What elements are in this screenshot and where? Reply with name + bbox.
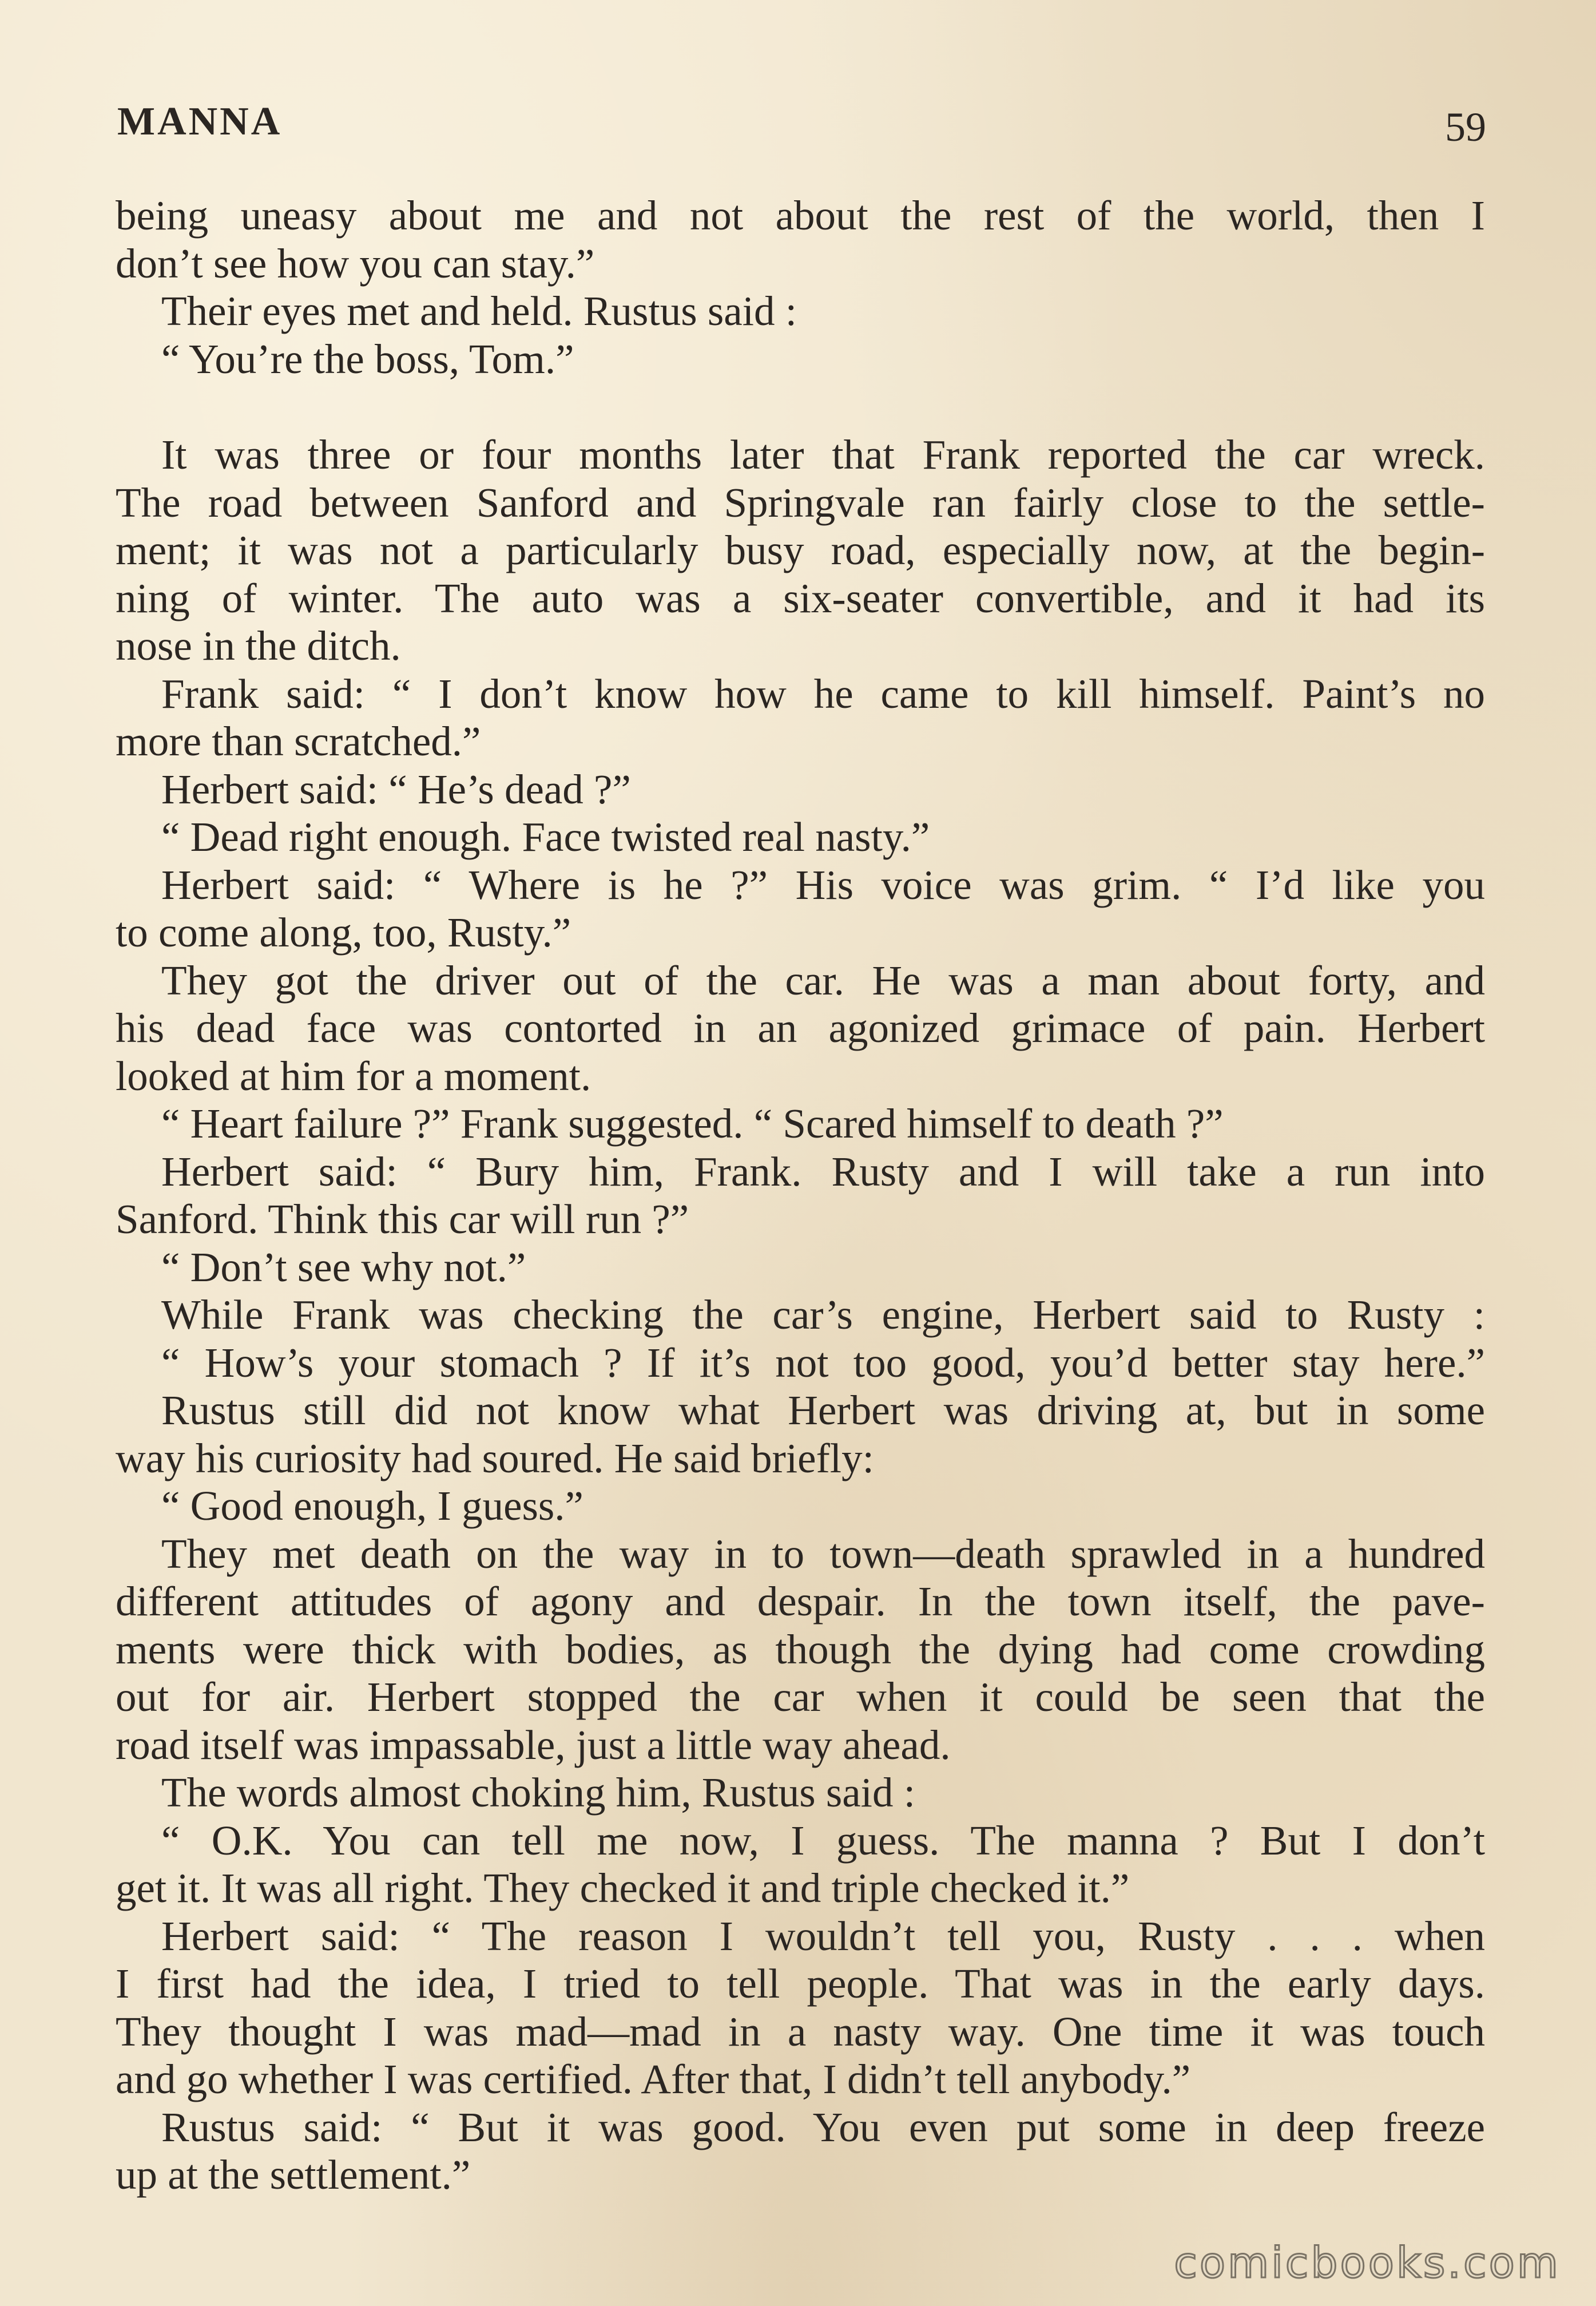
text-line: “ How’s your stomach ? If it’s not too good, you’d better stay here.” <box>161 1339 1485 1386</box>
text-line: The road between Sanford and Springvale ran fairly close to the settle- <box>116 479 1485 526</box>
text-line: being uneasy about me and not about the rest of the world, then I <box>116 192 1485 239</box>
text-line: ment; it was not a particularly busy road, especially now, at the begin- <box>116 527 1485 573</box>
text-line: and go whether I was certified. After that, I didn’t tell anybody.” <box>116 2056 1191 2102</box>
body-text <box>116 192 1485 2199</box>
text-line: different attitudes of agony and despair. In the town itself, the pave- <box>116 1578 1485 1624</box>
text-line: Herbert said: “ Where is he ?” His voice was grim. “ I’d like you <box>161 861 1485 908</box>
text-line: “ You’re the boss, Tom.” <box>161 335 574 382</box>
text-line: up at the settlement.” <box>116 2152 471 2198</box>
text-line: Sanford. Think this car will run ?” <box>116 1196 689 1242</box>
text-line: looked at him for a moment. <box>116 1052 591 1099</box>
running-title: MANNA <box>117 100 283 144</box>
text-line: “ Good enough, I guess.” <box>161 1483 583 1529</box>
text-line: ments were thick with bodies, as though the dying had come crowding <box>116 1626 1485 1673</box>
text-line: way his curiosity had soured. He said briefly: <box>116 1435 874 1481</box>
text-line: out for air. Herbert stopped the car when it could be seen that the <box>116 1674 1485 1720</box>
watermark: comicbooks.com <box>1174 2238 1561 2288</box>
text-line: Frank said: “ I don’t know how he came to kill himself. Paint’s no <box>161 670 1485 717</box>
text-line: road itself was impassable, just a little way ahead. <box>116 1721 951 1768</box>
text-line: “ Dead right enough. Face twisted real nasty.” <box>161 814 930 860</box>
text-line: It was three or four months later that Frank reported the car wreck. <box>161 431 1485 478</box>
text-line: more than scratched.” <box>116 718 481 764</box>
text-line: Rustus said: “ But it was good. You even put some in deep freeze <box>161 2103 1485 2150</box>
text-line: While Frank was checking the car’s engine, Herbert said to Rusty : <box>161 1291 1485 1338</box>
text-line: nose in the ditch. <box>116 623 401 669</box>
text-line: Herbert said: “ Bury him, Frank. Rusty and I will take a run into <box>161 1148 1485 1195</box>
text-line: The words almost choking him, Rustus said : <box>161 1769 915 1816</box>
text-line: Herbert said: “ He’s dead ?” <box>161 766 631 813</box>
text-line: Rustus still did not know what Herbert was driving at, but in some <box>161 1387 1485 1433</box>
text-line: “ O.K. You can tell me now, I guess. The manna ? But I don’t <box>161 1817 1485 1864</box>
text-line: They got the driver out of the car. He was a man about forty, and <box>161 957 1485 1004</box>
text-line: get it. It was all right. They checked it and triple checked it.” <box>116 1865 1130 1911</box>
text-line: ning of winter. The auto was a six-seater convertible, and it had its <box>116 574 1485 621</box>
text-line: “ Heart failure ?” Frank suggested. “ Scared himself to death ?” <box>161 1100 1224 1147</box>
text-line: They met death on the way in to town—death sprawled in a hundred <box>161 1530 1485 1577</box>
text-line: I first had the idea, I tried to tell people. That was in the early days. <box>116 1960 1485 2007</box>
text-line: to come along, too, Rusty.” <box>116 909 571 956</box>
text-line: don’t see how you can stay.” <box>116 240 595 287</box>
text-line: Herbert said: “ The reason I wouldn’t tell you, Rusty . . . when <box>161 1912 1485 1959</box>
text-line: They thought I was mad—mad in a nasty way. One time it was touch <box>116 2008 1485 2055</box>
page-number: 59 <box>1445 104 1486 150</box>
text-line: Their eyes met and held. Rustus said : <box>161 288 797 334</box>
text-line: “ Don’t see why not.” <box>161 1243 526 1290</box>
text-line: his dead face was contorted in an agonized grimace of pain. Herbert <box>116 1005 1485 1051</box>
